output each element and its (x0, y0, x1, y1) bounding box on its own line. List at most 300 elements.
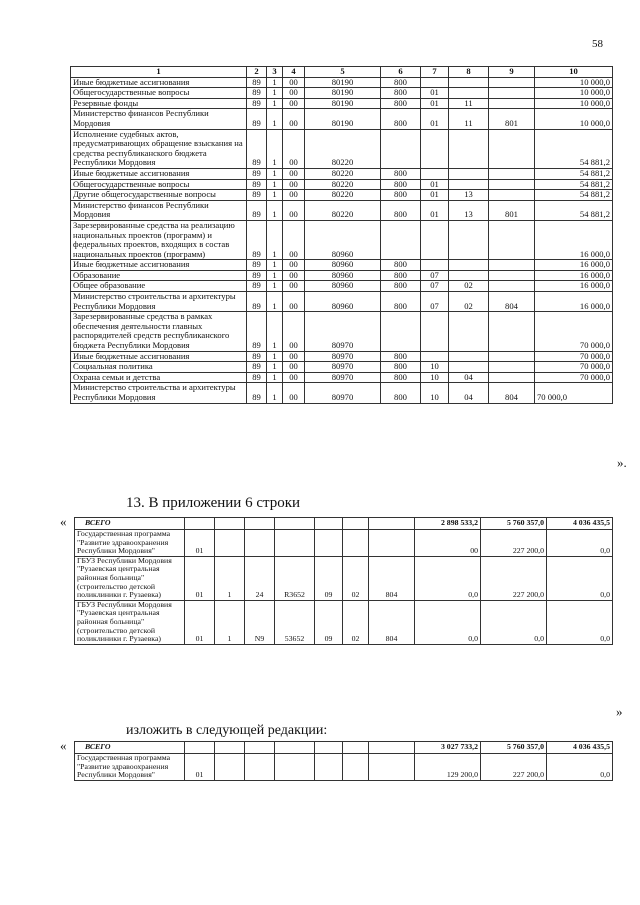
table-cell: 11 (449, 109, 489, 129)
table-cell: 0,0 (481, 600, 547, 644)
table-row (71, 88, 613, 99)
table-header-row (71, 67, 613, 78)
table-row (71, 200, 613, 220)
table-cell: 1 (267, 168, 283, 179)
table-cell: 13 (449, 190, 489, 201)
table-cell: 800 (381, 372, 421, 383)
table-cell: 16 000,0 (535, 292, 613, 312)
table-row (75, 754, 613, 781)
table-row (71, 129, 613, 168)
table-cell: 10 (421, 383, 449, 403)
header-cell: 8 (449, 67, 489, 78)
table-cell: 53652 (275, 600, 315, 644)
table-cell (215, 754, 245, 781)
table-row (71, 260, 613, 271)
table-cell: 89 (247, 312, 267, 351)
table-cell: 5 760 357,0 (481, 742, 547, 754)
table-cell: 800 (381, 88, 421, 99)
table-cell: N9 (245, 600, 275, 644)
close-quote-1: ». (617, 455, 627, 470)
table-cell (343, 742, 369, 754)
table-cell: 1 (267, 270, 283, 281)
table-cell: 10 (421, 372, 449, 383)
row-label-cell: Иные бюджетные ассигнования (71, 77, 247, 88)
table-cell: 0,0 (547, 600, 613, 644)
table-cell (315, 742, 343, 754)
header-cell: 6 (381, 67, 421, 78)
table-cell: 89 (247, 129, 267, 168)
table-row (71, 77, 613, 88)
table-cell: 1 (267, 88, 283, 99)
table-cell (449, 179, 489, 190)
table-cell: 800 (381, 98, 421, 109)
table-cell (489, 260, 535, 271)
row-label-cell: Социальная политика (71, 362, 247, 373)
row-label-cell: Образование (71, 270, 247, 281)
table-cell: 02 (343, 556, 369, 600)
table-cell (449, 312, 489, 351)
table-cell: 00 (283, 220, 305, 259)
table-cell: 09 (315, 556, 343, 600)
row-label-cell: Государственная программа "Развитие здравоохранения Республики Мордовия" (75, 530, 185, 557)
table-cell: 0,0 (415, 556, 481, 600)
table-cell: 800 (381, 281, 421, 292)
header-cell: 5 (305, 67, 381, 78)
table-cell: 89 (247, 362, 267, 373)
table-cell: 16 000,0 (535, 270, 613, 281)
table-cell: 80190 (305, 88, 381, 99)
table-cell: R3652 (275, 556, 315, 600)
table-cell: 3 027 733,2 (415, 742, 481, 754)
row-label-cell: Министерство финансов Республики Мордовия (71, 109, 247, 129)
table-cell: 1 (267, 179, 283, 190)
table-cell (449, 77, 489, 88)
table-cell: 00 (283, 270, 305, 281)
table-cell: 0,0 (547, 530, 613, 557)
table-cell (381, 220, 421, 259)
table-cell: 1 (215, 556, 245, 600)
table-cell: 800 (381, 270, 421, 281)
table-cell: 800 (381, 200, 421, 220)
header-cell: 4 (283, 67, 305, 78)
table-cell (343, 518, 369, 530)
table-cell: 04 (449, 372, 489, 383)
table-cell: 80220 (305, 200, 381, 220)
table-cell: 70 000,0 (535, 351, 613, 362)
header-cell: 9 (489, 67, 535, 78)
table-cell: 89 (247, 270, 267, 281)
table-cell: 80190 (305, 77, 381, 88)
table-cell (449, 220, 489, 259)
table-cell (343, 530, 369, 557)
table-cell: 00 (283, 281, 305, 292)
table-cell (369, 518, 415, 530)
table-cell: 227 200,0 (481, 530, 547, 557)
table-row (71, 383, 613, 403)
table-cell (421, 312, 449, 351)
table-cell: 0,0 (547, 754, 613, 781)
table-cell: 1 (267, 220, 283, 259)
table-cell: 1 (267, 362, 283, 373)
table-cell (245, 754, 275, 781)
table-cell (315, 530, 343, 557)
table-cell: 1 (267, 190, 283, 201)
table-cell: 70 000,0 (535, 362, 613, 373)
table-cell: 01 (421, 179, 449, 190)
table-cell: 80970 (305, 372, 381, 383)
table-cell: 01 (185, 556, 215, 600)
table-cell (215, 530, 245, 557)
table-row (71, 362, 613, 373)
row-label-cell: Другие общегосударственные вопросы (71, 190, 247, 201)
table-cell: 80970 (305, 362, 381, 373)
table-cell: 00 (283, 383, 305, 403)
table-row (71, 281, 613, 292)
table-cell: 70 000,0 (535, 383, 613, 403)
appendix6-old-table (74, 517, 613, 645)
table-cell: 89 (247, 220, 267, 259)
table-cell: 804 (489, 292, 535, 312)
table-cell: 89 (247, 281, 267, 292)
table-cell: 1 (267, 351, 283, 362)
table-cell: 227 200,0 (481, 556, 547, 600)
table-cell (489, 270, 535, 281)
budget-table (70, 66, 613, 404)
table-cell: 80960 (305, 270, 381, 281)
table-row (71, 270, 613, 281)
row-label-cell: Государственная программа "Развитие здравоохранения Республики Мордовия" (75, 754, 185, 781)
table-cell: 800 (381, 77, 421, 88)
table-cell: 800 (381, 179, 421, 190)
table-cell: 80190 (305, 109, 381, 129)
close-quote-2: » (616, 704, 623, 719)
table-cell: 10 (421, 362, 449, 373)
table-cell: 89 (247, 383, 267, 403)
table-cell: 1 (267, 312, 283, 351)
table-cell: 01 (185, 600, 215, 644)
table-row (75, 530, 613, 557)
table-cell: 07 (421, 281, 449, 292)
table-row (75, 556, 613, 600)
table-cell (275, 518, 315, 530)
table-cell: 1 (267, 109, 283, 129)
table-cell: 01 (421, 200, 449, 220)
table-cell (489, 372, 535, 383)
table-row (71, 312, 613, 351)
table-cell (381, 312, 421, 351)
table-cell: 80970 (305, 312, 381, 351)
table-cell: 800 (381, 383, 421, 403)
table-cell: 1 (267, 200, 283, 220)
table-cell: 54 881,2 (535, 168, 613, 179)
table-cell: 89 (247, 190, 267, 201)
table-cell: 24 (245, 556, 275, 600)
table-cell: 70 000,0 (535, 312, 613, 351)
total-row (75, 518, 613, 530)
table-cell: 1 (267, 281, 283, 292)
table-cell: 00 (283, 362, 305, 373)
row-label-cell: ГБУЗ Республики Мордовия "Рузаевская центральная районная больница" (строительство детской поликлиники г. Рузаевка) (75, 600, 185, 644)
appendix6-new-table (74, 741, 613, 781)
table-cell: 1 (267, 292, 283, 312)
table-cell: 13 (449, 200, 489, 220)
table-cell (449, 88, 489, 99)
table-cell: 00 (283, 190, 305, 201)
table-cell: 80960 (305, 220, 381, 259)
table-cell: 01 (185, 530, 215, 557)
table-row (71, 98, 613, 109)
table-cell: 00 (283, 168, 305, 179)
replace-heading: изложить в следующей редакции: (126, 723, 328, 738)
table-cell: 10 000,0 (535, 77, 613, 88)
table-cell: 54 881,2 (535, 129, 613, 168)
table-cell: 16 000,0 (535, 220, 613, 259)
table-cell (421, 260, 449, 271)
table-cell: 800 (381, 109, 421, 129)
table-row (71, 351, 613, 362)
row-label-cell: Министерство строительства и архитектуры Республики Мордовия (71, 292, 247, 312)
section-heading-13: 13. В приложении 6 строки (126, 495, 301, 511)
table-cell (215, 518, 245, 530)
table-cell: 1 (267, 77, 283, 88)
table-row (71, 292, 613, 312)
table-cell: 89 (247, 260, 267, 271)
total-row (75, 742, 613, 754)
table-row (75, 600, 613, 644)
table-row (71, 372, 613, 383)
table-cell: 02 (449, 281, 489, 292)
table-cell: 804 (489, 383, 535, 403)
table-cell (449, 260, 489, 271)
table-cell (315, 754, 343, 781)
table-cell (315, 518, 343, 530)
table-cell: 80960 (305, 292, 381, 312)
row-label-cell: Зарезервированные средства на реализацию национальных проектов (программ) и федеральных проектов, входящих в состав национальных проектов (программ) (71, 220, 247, 259)
table-row (71, 220, 613, 259)
table-cell (449, 362, 489, 373)
table-cell (449, 168, 489, 179)
table-cell: 70 000,0 (535, 372, 613, 383)
header-cell: 7 (421, 67, 449, 78)
table-cell: 1 (267, 260, 283, 271)
row-label-cell: Иные бюджетные ассигнования (71, 168, 247, 179)
row-label-cell: Иные бюджетные ассигнования (71, 260, 247, 271)
table-cell (449, 351, 489, 362)
table-cell: 01 (421, 98, 449, 109)
table-cell: 1 (267, 372, 283, 383)
table-cell: 00 (283, 372, 305, 383)
table-cell (489, 98, 535, 109)
row-label-cell: ГБУЗ Республики Мордовия "Рузаевская центральная районная больница" (строительство детской поликлиники г. Рузаевка) (75, 556, 185, 600)
table-cell: 804 (369, 600, 415, 644)
table-cell (489, 179, 535, 190)
row-label-cell: ВСЕГО (75, 742, 185, 754)
table-cell (343, 754, 369, 781)
table-cell (489, 281, 535, 292)
table-cell: 00 (283, 312, 305, 351)
table-cell: 227 200,0 (481, 754, 547, 781)
table-row (71, 179, 613, 190)
table-cell: 0,0 (547, 556, 613, 600)
table-cell: 02 (343, 600, 369, 644)
table-cell (215, 742, 245, 754)
table-cell (369, 530, 415, 557)
table-cell: 800 (381, 292, 421, 312)
table-cell: 80970 (305, 383, 381, 403)
table-cell (369, 754, 415, 781)
table-row (71, 168, 613, 179)
header-cell: 2 (247, 67, 267, 78)
table-cell: 2 898 533,2 (415, 518, 481, 530)
table-cell (421, 77, 449, 88)
table-cell: 1 (215, 600, 245, 644)
table-cell: 01 (185, 754, 215, 781)
header-cell: 10 (535, 67, 613, 78)
table-cell (489, 362, 535, 373)
table-cell: 00 (283, 109, 305, 129)
table-cell: 800 (381, 362, 421, 373)
table-cell: 00 (283, 129, 305, 168)
row-label-cell: Общегосударственные вопросы (71, 179, 247, 190)
table-cell: 02 (449, 292, 489, 312)
table-cell (421, 220, 449, 259)
header-cell: 1 (71, 67, 247, 78)
table-cell: 00 (283, 179, 305, 190)
table-cell (369, 742, 415, 754)
table-cell: 00 (283, 88, 305, 99)
table-cell: 00 (415, 530, 481, 557)
table-cell: 09 (315, 600, 343, 644)
table-cell: 89 (247, 168, 267, 179)
table-row (71, 109, 613, 129)
table-cell: 80220 (305, 179, 381, 190)
table-cell (381, 129, 421, 168)
table-cell (275, 530, 315, 557)
open-quote-3: « (60, 738, 67, 753)
row-label-cell: Министерство строительства и архитектуры Республики Мордовия (71, 383, 247, 403)
table-cell: 00 (283, 260, 305, 271)
table-cell: 80960 (305, 260, 381, 271)
table-cell: 80960 (305, 281, 381, 292)
table-cell: 16 000,0 (535, 281, 613, 292)
table-cell (489, 220, 535, 259)
page-number: 58 (592, 38, 603, 50)
table-cell: 10 000,0 (535, 109, 613, 129)
table-cell: 07 (421, 292, 449, 312)
table-cell (185, 518, 215, 530)
row-label-cell: ВСЕГО (75, 518, 185, 530)
table-cell: 800 (381, 190, 421, 201)
table-cell (489, 77, 535, 88)
table-cell: 804 (369, 556, 415, 600)
row-label-cell: Иные бюджетные ассигнования (71, 351, 247, 362)
table-cell: 801 (489, 109, 535, 129)
table-cell: 89 (247, 351, 267, 362)
table-cell: 80190 (305, 98, 381, 109)
row-label-cell: Зарезервированные средства в рамках обеспечения деятельности главных распорядителей средств республиканского бюджета Республики Мордовия (71, 312, 247, 351)
table-cell: 1 (267, 383, 283, 403)
table-cell: 01 (421, 88, 449, 99)
table-cell: 54 881,2 (535, 179, 613, 190)
row-label-cell: Резервные фонды (71, 98, 247, 109)
table-cell: 00 (283, 98, 305, 109)
table-cell: 800 (381, 168, 421, 179)
table-cell (185, 742, 215, 754)
table-cell: 80220 (305, 129, 381, 168)
header-cell: 3 (267, 67, 283, 78)
table-cell: 10 000,0 (535, 98, 613, 109)
table-cell (489, 88, 535, 99)
table-cell: 4 036 435,5 (547, 518, 613, 530)
table-cell: 800 (381, 260, 421, 271)
table-cell: 89 (247, 109, 267, 129)
table-cell (489, 168, 535, 179)
table-cell (245, 742, 275, 754)
table-cell: 89 (247, 179, 267, 190)
table-cell: 11 (449, 98, 489, 109)
table-cell: 54 881,2 (535, 200, 613, 220)
table-cell: 89 (247, 372, 267, 383)
row-label-cell: Общегосударственные вопросы (71, 88, 247, 99)
table-cell (275, 754, 315, 781)
open-quote-2: « (60, 514, 67, 529)
table-cell: 01 (421, 109, 449, 129)
table-cell: 07 (421, 270, 449, 281)
row-label-cell: Министерство финансов Республики Мордовия (71, 200, 247, 220)
table-cell: 89 (247, 88, 267, 99)
table-cell (489, 129, 535, 168)
table-cell (489, 312, 535, 351)
table-cell (449, 129, 489, 168)
table-cell: 89 (247, 77, 267, 88)
table-cell (421, 351, 449, 362)
table-cell: 54 881,2 (535, 190, 613, 201)
table-cell: 80220 (305, 190, 381, 201)
table-cell (421, 168, 449, 179)
table-cell (245, 530, 275, 557)
table-cell: 04 (449, 383, 489, 403)
row-label-cell: Охрана семьи и детства (71, 372, 247, 383)
table-cell: 4 036 435,5 (547, 742, 613, 754)
table-cell: 800 (381, 351, 421, 362)
row-label-cell: Исполнение судебных актов, предусматривающих обращение взыскания на средства республиканского бюджета Республики Мордовия (71, 129, 247, 168)
table-cell: 0,0 (415, 600, 481, 644)
table-cell: 00 (283, 200, 305, 220)
table-cell: 129 200,0 (415, 754, 481, 781)
table-row (71, 190, 613, 201)
table-cell (489, 190, 535, 201)
table-cell: 1 (267, 98, 283, 109)
table-cell (489, 351, 535, 362)
table-cell: 16 000,0 (535, 260, 613, 271)
table-cell: 00 (283, 77, 305, 88)
table-cell: 89 (247, 200, 267, 220)
table-cell: 1 (267, 129, 283, 168)
table-cell: 89 (247, 98, 267, 109)
table-cell (449, 270, 489, 281)
table-cell: 801 (489, 200, 535, 220)
table-cell (421, 129, 449, 168)
table-cell: 00 (283, 292, 305, 312)
table-cell: 80970 (305, 351, 381, 362)
table-cell (245, 518, 275, 530)
table-cell: 00 (283, 351, 305, 362)
table-cell: 5 760 357,0 (481, 518, 547, 530)
table-cell: 10 000,0 (535, 88, 613, 99)
table-cell: 89 (247, 292, 267, 312)
table-cell: 01 (421, 190, 449, 201)
row-label-cell: Общее образование (71, 281, 247, 292)
